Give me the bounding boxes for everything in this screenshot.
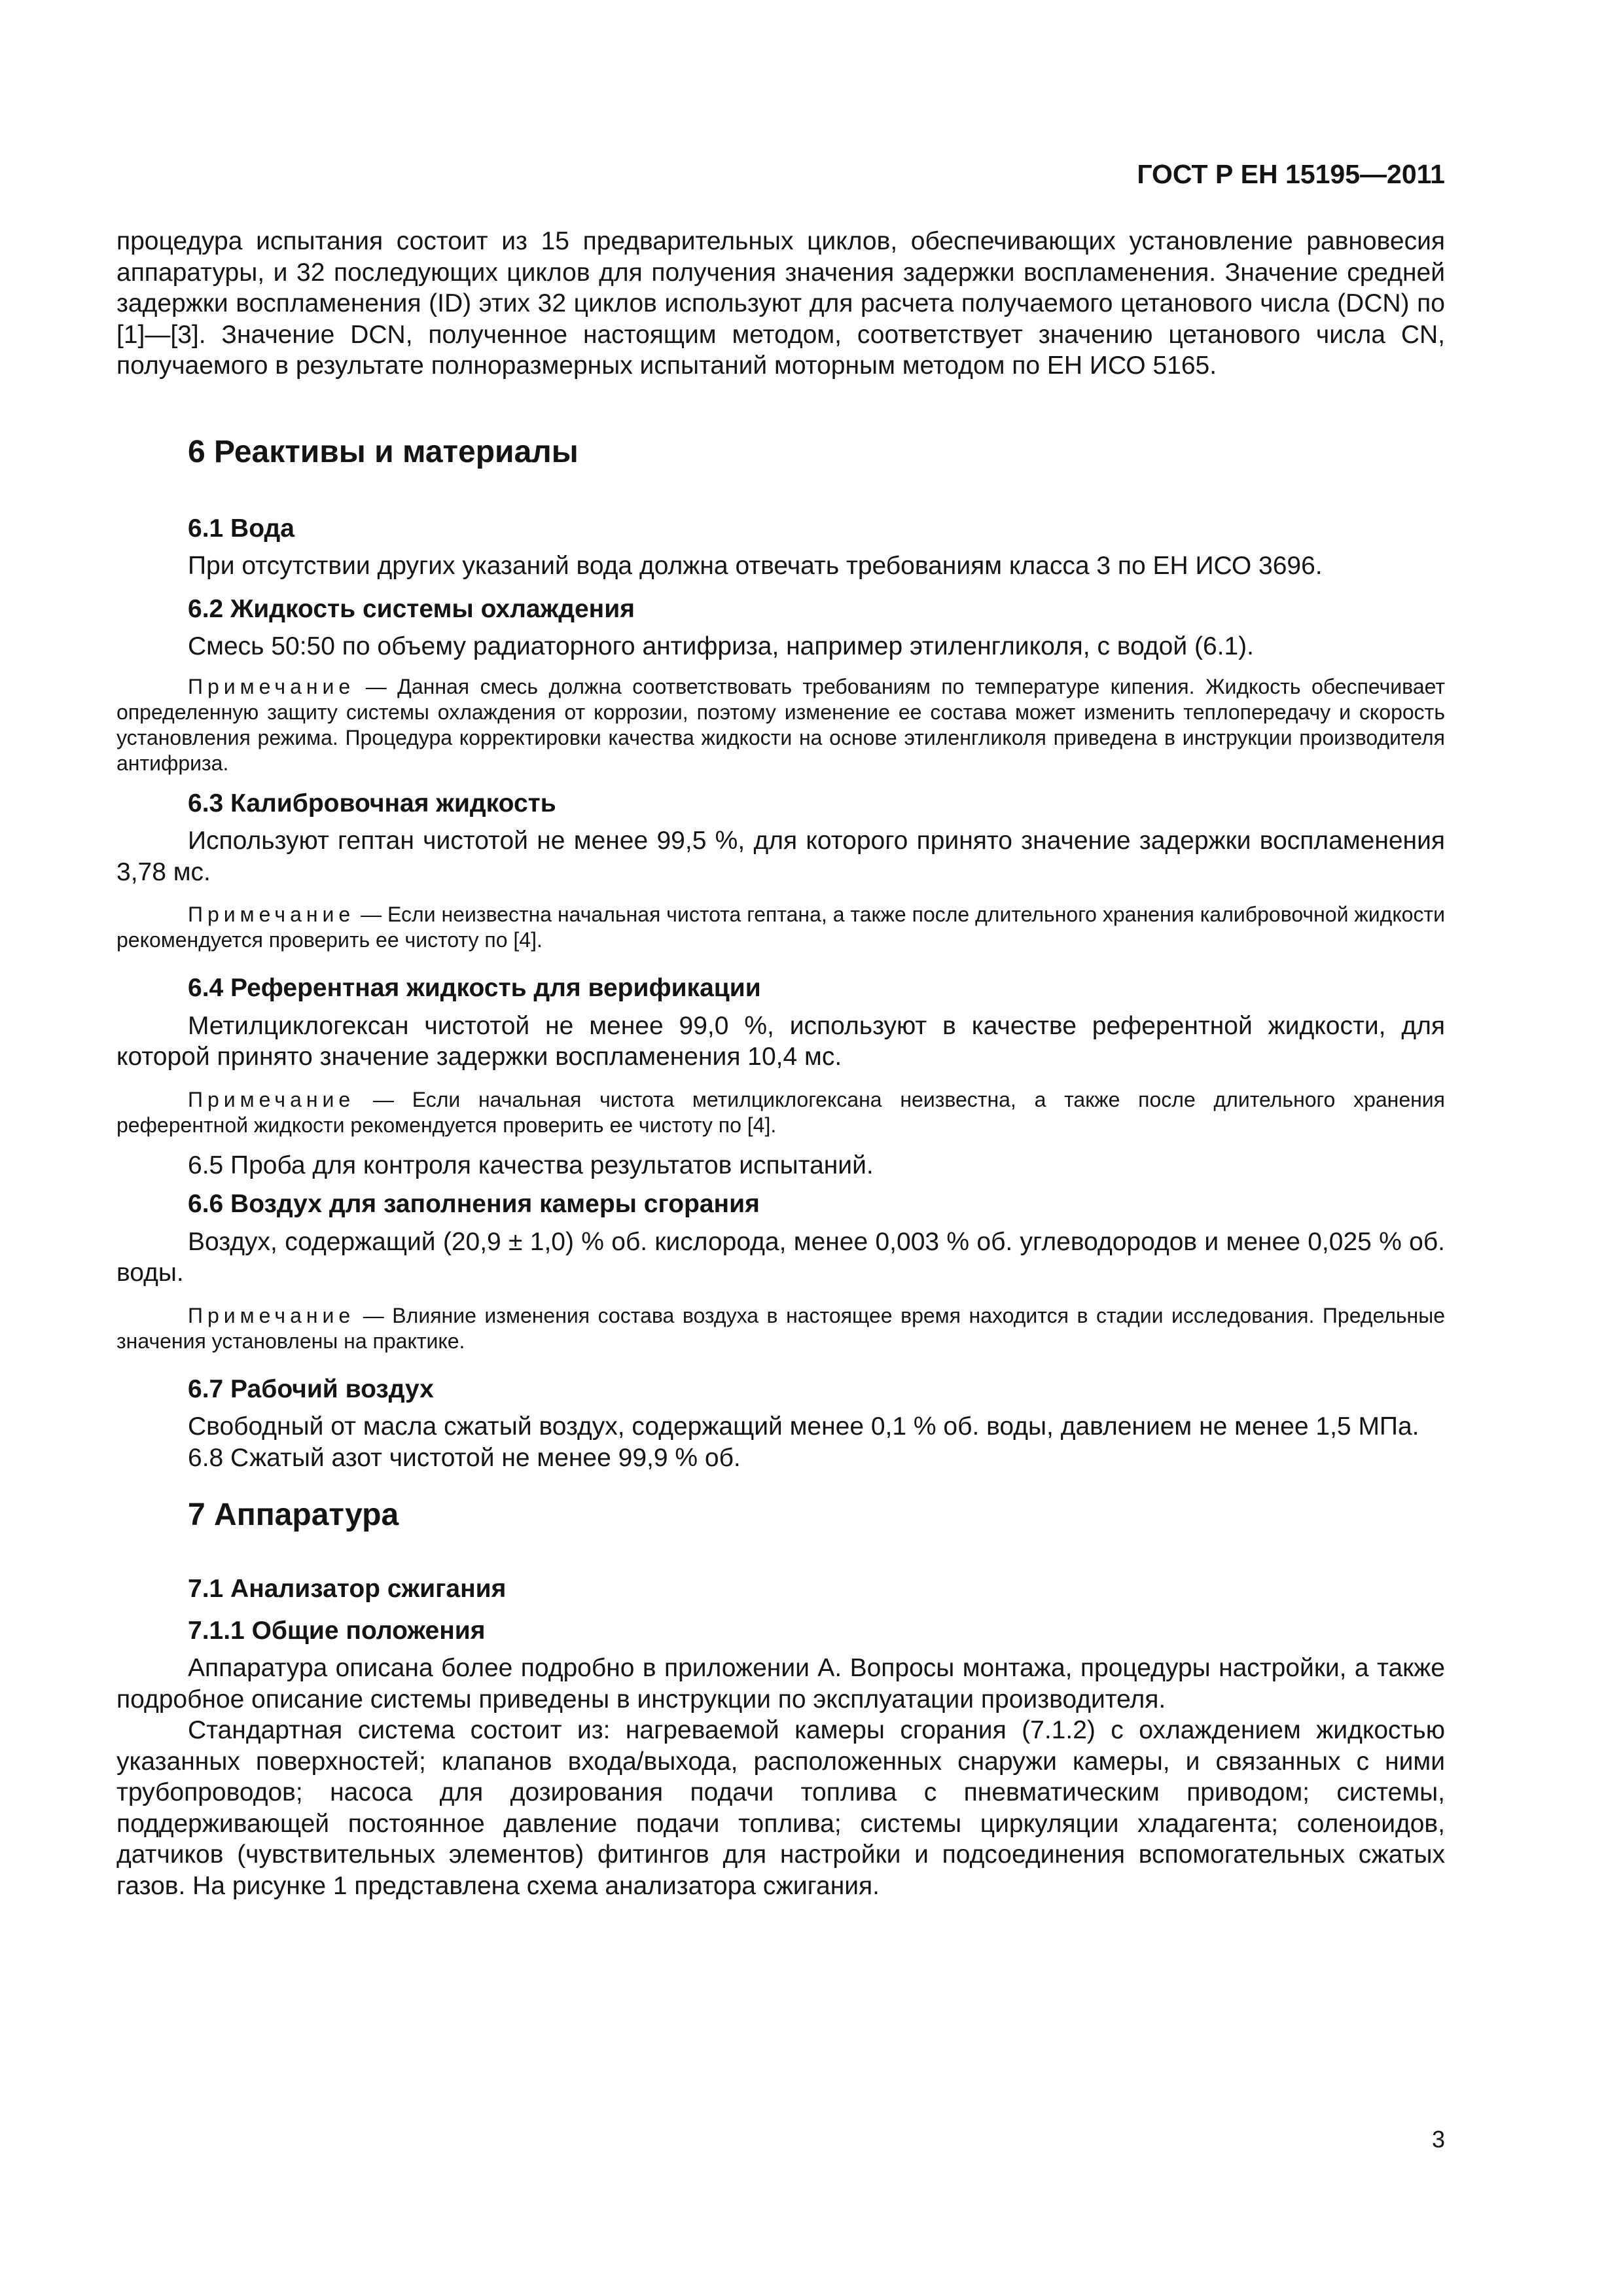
section-7-1-1-heading: 7.1.1 Общие положения (188, 1616, 486, 1645)
section-6-1-text: При отсутствии других указаний вода должна отвечать требованиям класса 3 по ЕН ИСО 3696. (188, 552, 1323, 580)
note-label: Примечание (188, 674, 355, 698)
section-6-7-text: Свободный от масла сжатый воздух, содержащий менее 0,1 % об. воды, давлением не менее 1,5 МПа. (188, 1412, 1419, 1441)
intro-paragraph: процедура испытания состоит из 15 предварительных циклов, обеспечивающих установление равновесия аппаратуры, и 32 последующих циклов для получения значения задержки воспламенения. Значение средней задержки воспламенения (ID) этих 32 циклов используют для расчета получаемого цетанового числа (DCN) по [1]—[3]. Значение DCN, полученное настоящим методом, соответствует значению цетанового числа CN, получаемого в результате полноразмерных испытаний моторным методом по ЕН ИСО 5165. (116, 227, 1445, 380)
note-6-6 (116, 1303, 1445, 1354)
section-6-4-heading: 6.4 Референтная жидкость для верификации (188, 974, 761, 1002)
note-6-2 (116, 674, 1445, 776)
note-text: — Влияние изменения состава воздуха в настоящее время находится в стадии исследования. Предельные значения установлены на практике. (116, 1303, 1446, 1353)
section-6-title: 6 Реактивы и материалы (188, 434, 579, 469)
section-6-5-text: 6.5 Проба для контроля качества результатов испытаний. (188, 1151, 874, 1179)
section-6-4-text: Метилциклогексан чистотой не менее 99,0 %, используют в качестве референтной жидкости, для которой принято значение задержки воспламенения 10,4 мс. (116, 1011, 1445, 1071)
section-6-6-heading: 6.6 Воздух для заполнения камеры сгорания (188, 1190, 760, 1218)
note-label: Примечание (188, 903, 355, 926)
section-6-3-heading: 6.3 Калибровочная жидкость (188, 789, 556, 817)
note-label: Примечание (188, 1087, 355, 1111)
section-7-title: 7 Аппаратура (188, 1498, 399, 1532)
note-text: — Если начальная чистота метилциклогексана неизвестна, а также после длительного хранения референтной жидкости рекомендуется проверить ее чистоту по [4]. (116, 1087, 1446, 1137)
section-6-7-heading: 6.7 Рабочий воздух (188, 1374, 434, 1403)
standard-header: ГОСТ Р ЕН 15195—2011 (1137, 159, 1445, 189)
section-6-2-text: Смесь 50:50 по объему радиаторного антифриза, например этиленгликоля, с водой (6.1). (188, 632, 1254, 660)
section-6-1-heading: 6.1 Вода (188, 514, 294, 543)
page-content (116, 226, 1445, 1901)
note-6-3 (116, 902, 1445, 953)
section-6-8-text: 6.8 Сжатый азот чистотой не менее 99,9 % об. (188, 1443, 741, 1472)
section-7-1-heading: 7.1 Анализатор сжигания (188, 1575, 507, 1603)
note-text: — Данная смесь должна соответствовать требованиям по температуре кипения. Жидкость обеспечивает определенную защиту системы охлаждения от коррозии, поэтому изменение ее состава может изменить теплопередачу и скорость установления режима. Процедура корректировки качества жидкости на основе этиленгликоля приведена в инструкции производителя антифриза. (116, 674, 1446, 775)
page-number: 3 (1431, 2126, 1445, 2153)
section-7-1-1-paragraph-2: Стандартная система состоит из: нагреваемой камеры сгорания (7.1.2) с охлаждением жидкостью указанных поверхностей; клапанов входа/выхода, расположенных снаружи камеры, и связанных с ними трубопроводов; насоса для дозирования подачи топлива с пневматическим приводом; системы, поддерживающей постоянное давление подачи топлива; системы циркуляции хладагента; соленоидов, датчиков (чувствительных элементов) фитингов для настройки и подсоединения вспомогательных сжатых газов. На рисунке 1 представлена схема анализатора сжигания. (116, 1716, 1445, 1900)
note-6-4 (116, 1087, 1445, 1138)
section-6-2-heading: 6.2 Жидкость системы охлаждения (188, 594, 635, 623)
section-7-1-1-paragraph-1: Аппаратура описана более подробно в приложении А. Вопросы монтажа, процедуры настройки, а также подробное описание системы приведены в инструкции по эксплуатации производителя. (116, 1654, 1445, 1713)
section-6-3-text: Используют гептан чистотой не менее 99,5 %, для которого принято значение задержки воспламенения 3,78 мс. (116, 827, 1445, 886)
note-label: Примечание (188, 1303, 355, 1327)
section-6-6-text: Воздух, содержащий (20,9 ± 1,0) % об. кислорода, менее 0,003 % об. углеводородов и менее 0,025 % об. воды. (116, 1227, 1445, 1287)
note-text: — Если неизвестна начальная чистота гептана, а также после длительного хранения калибровочной жидкости рекомендуется проверить ее чистоту по [4]. (116, 903, 1446, 952)
